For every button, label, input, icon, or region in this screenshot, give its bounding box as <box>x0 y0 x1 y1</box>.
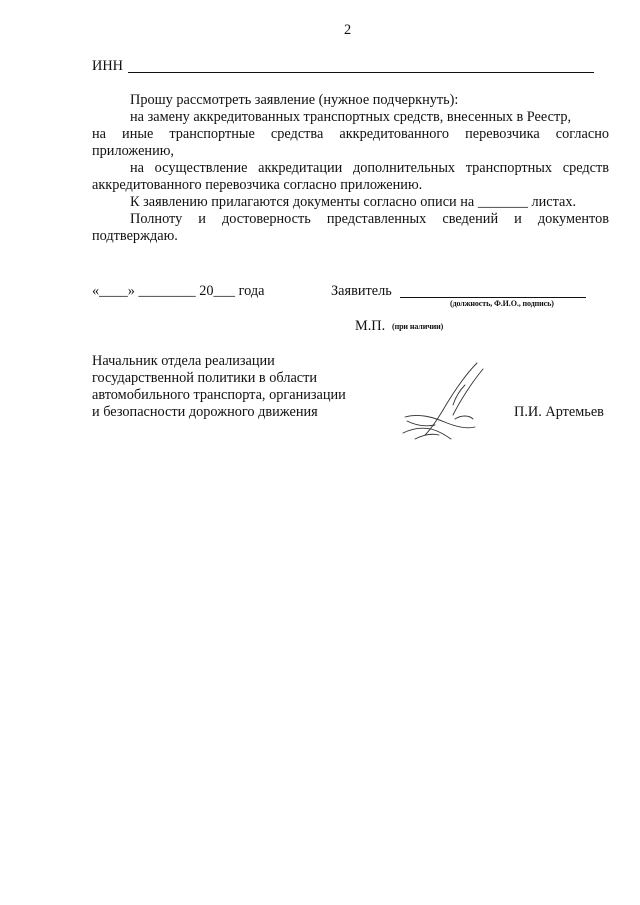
applicant-label: Заявитель <box>331 283 392 299</box>
attachments-prefix: К заявлению прилагаются документы согласно описи на <box>130 194 475 210</box>
request-intro: Прошу рассмотреть заявление (нужное подчеркнуть): <box>130 92 459 108</box>
page-number: 2 <box>344 22 352 38</box>
stamp-hint: (при наличии) <box>392 322 444 331</box>
date-year-blank: ___ <box>213 283 235 299</box>
inn-label: ИНН <box>92 58 123 74</box>
date-line <box>92 283 264 300</box>
inn-field-line <box>128 72 594 73</box>
stamp-label: М.П. <box>355 318 386 334</box>
applicant-hint: (должность, Ф.И.О., подпись) <box>450 299 554 308</box>
attachments-suffix: листах. <box>531 194 577 210</box>
date-close-quote: » <box>127 283 135 299</box>
official-title-line-4: и безопасности дорожного движения <box>92 404 318 420</box>
confirm-text: Полноту и достоверность представленных сведений и документов подтверждаю. <box>92 211 609 244</box>
request-option-2 <box>92 126 609 160</box>
date-year-prefix: 20 <box>199 283 214 299</box>
attachments-line <box>130 194 576 211</box>
official-title-line-1: Начальник отдела реализации <box>92 353 275 369</box>
handwritten-signature <box>395 355 505 450</box>
attachments-count-blank: _______ <box>477 194 528 210</box>
applicant-signature-line <box>400 297 586 298</box>
date-open-quote: « <box>92 283 100 299</box>
date-month-blank: ________ <box>138 283 196 299</box>
official-name: П.И. Артемьев <box>514 404 604 420</box>
request-option-1: на замену аккредитованных транспортных средств, внесенных в Реестр, <box>130 109 572 125</box>
request-option-3: на осуществление аккредитации дополнительных транспортных средств аккредитованного перевозчика согласно приложению. <box>92 160 609 193</box>
date-year-suffix: года <box>238 283 265 299</box>
official-title-line-2: государственной политики в области <box>92 370 318 386</box>
request-option-2-text: на иные транспортные средства аккредитованного перевозчика согласно приложению, <box>92 126 609 159</box>
date-day-blank: ____ <box>99 283 128 299</box>
official-title-line-3: автомобильного транспорта, организации <box>92 387 346 403</box>
